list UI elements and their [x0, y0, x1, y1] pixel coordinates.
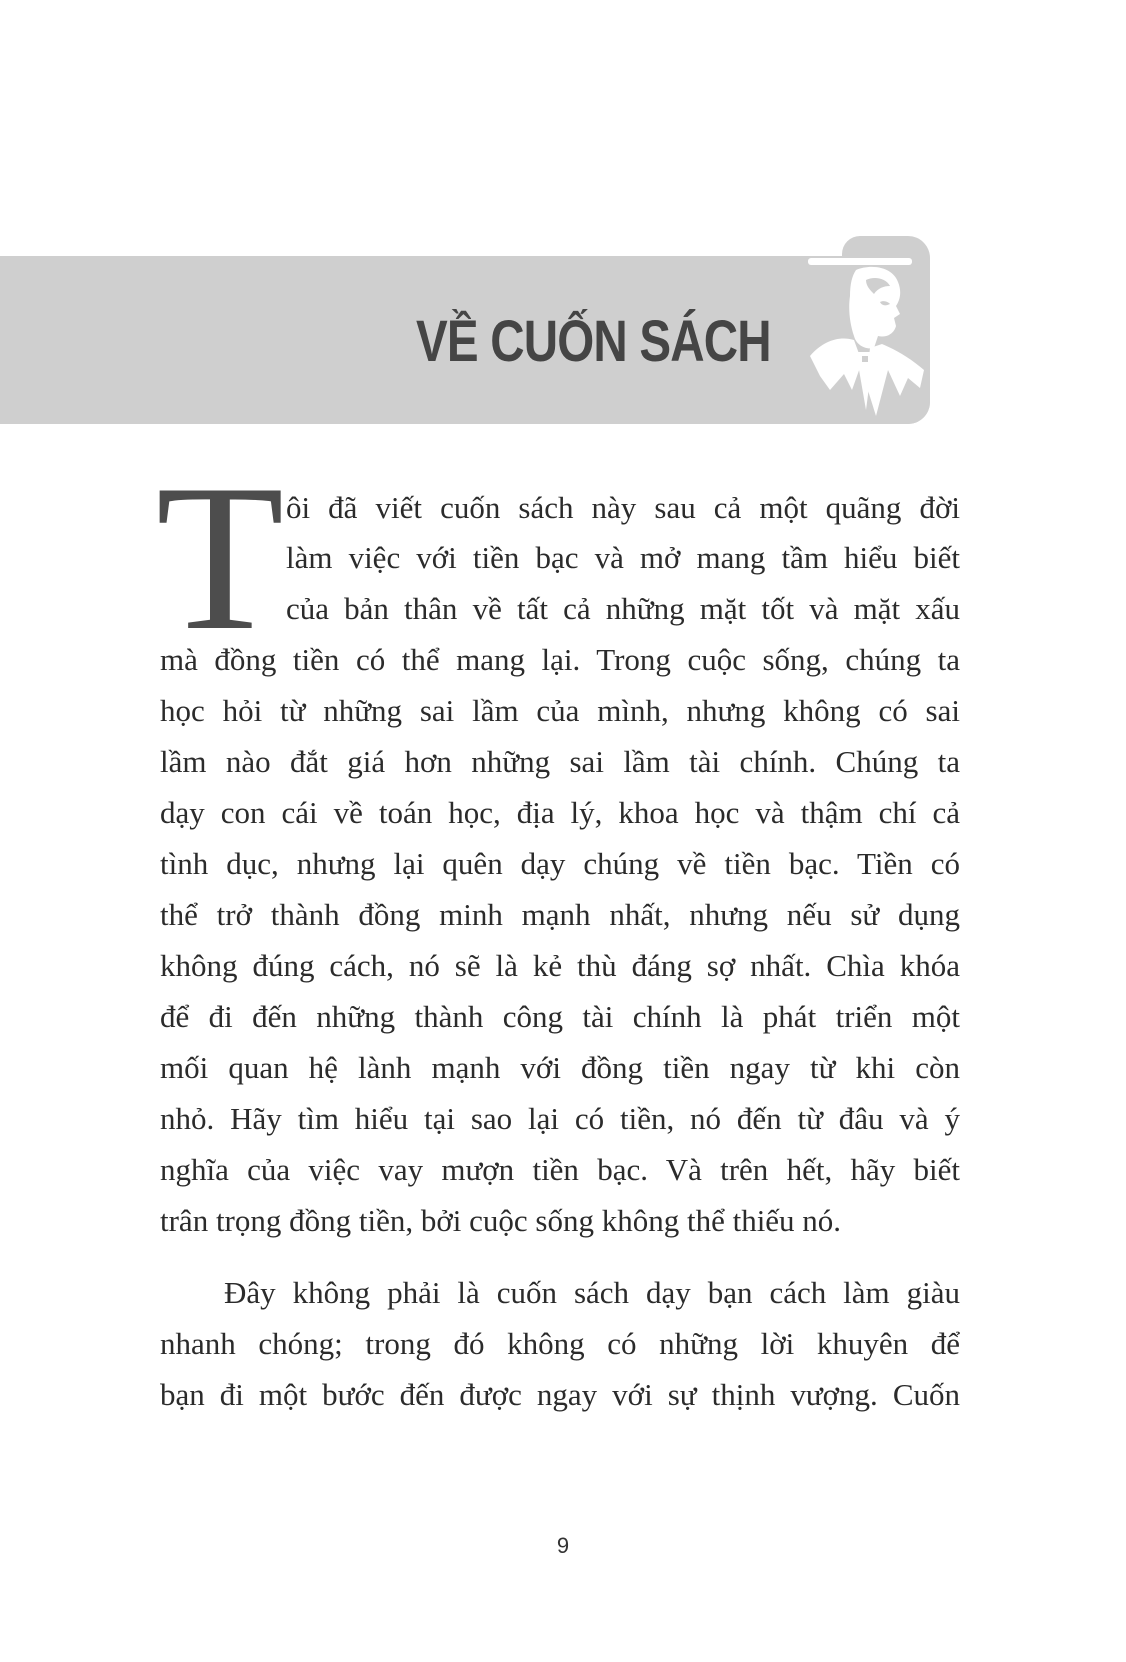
- chapter-title: VỀ CUỐN SÁCH: [416, 309, 771, 374]
- text-line: thể trở thành đồng minh mạnh nhất, nhưng nếu sử dụng: [160, 897, 960, 932]
- text-line: để đi đến những thành công tài chính là phát triển một: [160, 999, 960, 1034]
- text-line: trân trọng đồng tiền, bởi cuộc sống không thể thiếu nó.: [160, 1203, 842, 1238]
- text-line: tình dục, nhưng lại quên dạy chúng về tiền bạc. Tiền có: [160, 846, 960, 881]
- text-line: lầm nào đắt giá hơn những sai lầm tài chính. Chúng ta: [160, 744, 960, 779]
- text-line: nhỏ. Hãy tìm hiểu tại sao lại có tiền, nó đến từ đâu và ý: [160, 1101, 960, 1136]
- text-line: nhanh chóng; trong đó không có những lời khuyên để: [160, 1326, 960, 1361]
- text-line: bạn đi một bước đến được ngay với sự thịnh vượng. Cuốn: [160, 1377, 960, 1412]
- page-number: 9: [556, 1533, 570, 1558]
- text-line: Đây không phải là cuốn sách dạy bạn cách làm giàu: [224, 1275, 960, 1310]
- text-line: không đúng cách, nó sẽ là kẻ thù đáng sợ nhất. Chìa khóa: [160, 948, 960, 983]
- portrait-illustration-icon: [800, 240, 932, 422]
- text-line: mà đồng tiền có thể mang lại. Trong cuộc sống, chúng ta: [160, 642, 960, 677]
- text-line: của bản thân về tất cả những mặt tốt và mặt xấu: [286, 591, 960, 626]
- text-line: ôi đã viết cuốn sách này sau cả một quãng đời: [286, 490, 960, 525]
- text-line: nghĩa của việc vay mượn tiền bạc. Và trên hết, hãy biết: [160, 1152, 960, 1187]
- text-line: dạy con cái về toán học, địa lý, khoa học và thậm chí cả: [160, 795, 960, 830]
- text-line: mối quan hệ lành mạnh với đồng tiền ngay từ khi còn: [160, 1050, 960, 1085]
- drop-cap: T: [155, 442, 285, 674]
- text-line: học hỏi từ những sai lầm của mình, nhưng không có sai: [160, 693, 960, 728]
- text-line: làm việc với tiền bạc và mở mang tầm hiểu biết: [286, 540, 960, 575]
